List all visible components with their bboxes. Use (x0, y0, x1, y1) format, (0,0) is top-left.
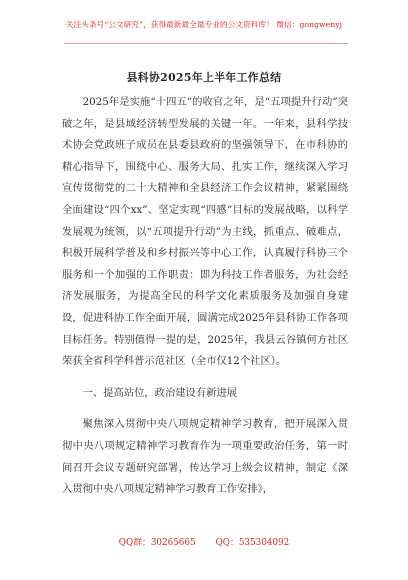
contact-footer (0, 535, 408, 548)
qq-number: QQ：535304092 (215, 538, 290, 548)
section-paragraph: 聚焦深入贯彻中央八项规定精神学习教育，把开展深入贯彻中央八项规定精神学习教育作为一项重要政治任务，第一时间召开会议专题研究部署，传达学习上级会议精神，制定《深入贯彻中央八项规定精神学习教育工作安排》， (62, 418, 348, 496)
document-title: 县科协2025年上半年工作总结 (126, 71, 282, 84)
section-heading: 一、提高站位，政治建设有新进展 (82, 386, 238, 399)
intro-paragraph: 2025年是实施“十四五”的收官之年，是“五项提升行动”突破之年，是县域经济转型发展的关键一年。一年来，县科学技术协会党政班子成员在县委县政府的坚强领导下，在市科协的精心指导下，围绕中心、服务大局、扎实工作，继续深入学习宣传贯彻党的二十大精神和全县经济工作会议精神，紧紧围绕全面建设“四个xx”、坚定实现“四感”目标的发展战略，以科学发展观为统领，以“五项提升行动”为主线，抓重点、破难点，积极开展科学普及和乡村振兴等中心工作，认真履行科协三个服务和一个加强的工作职责：即为科技工作者服务，为社会经济发展服务，为提高全民的科学文化素质服务及加强自身建设，促进科协工作全面开展，圆满完成2025年县科协工作各项目标任务。特别值得一提的是，2025年，我县云谷镇何方社区荣获全省科学科普示范社区（全市仅12个社区）。 (62, 96, 348, 368)
banner-divider (64, 43, 348, 44)
document-body (62, 92, 348, 501)
qq-group-number: QQ群：30265665 (118, 538, 196, 548)
promo-banner: 关注头条号“公文研究”，获得最新最全最专业的公文资料库！ 微信：gongwenyj (65, 20, 343, 29)
